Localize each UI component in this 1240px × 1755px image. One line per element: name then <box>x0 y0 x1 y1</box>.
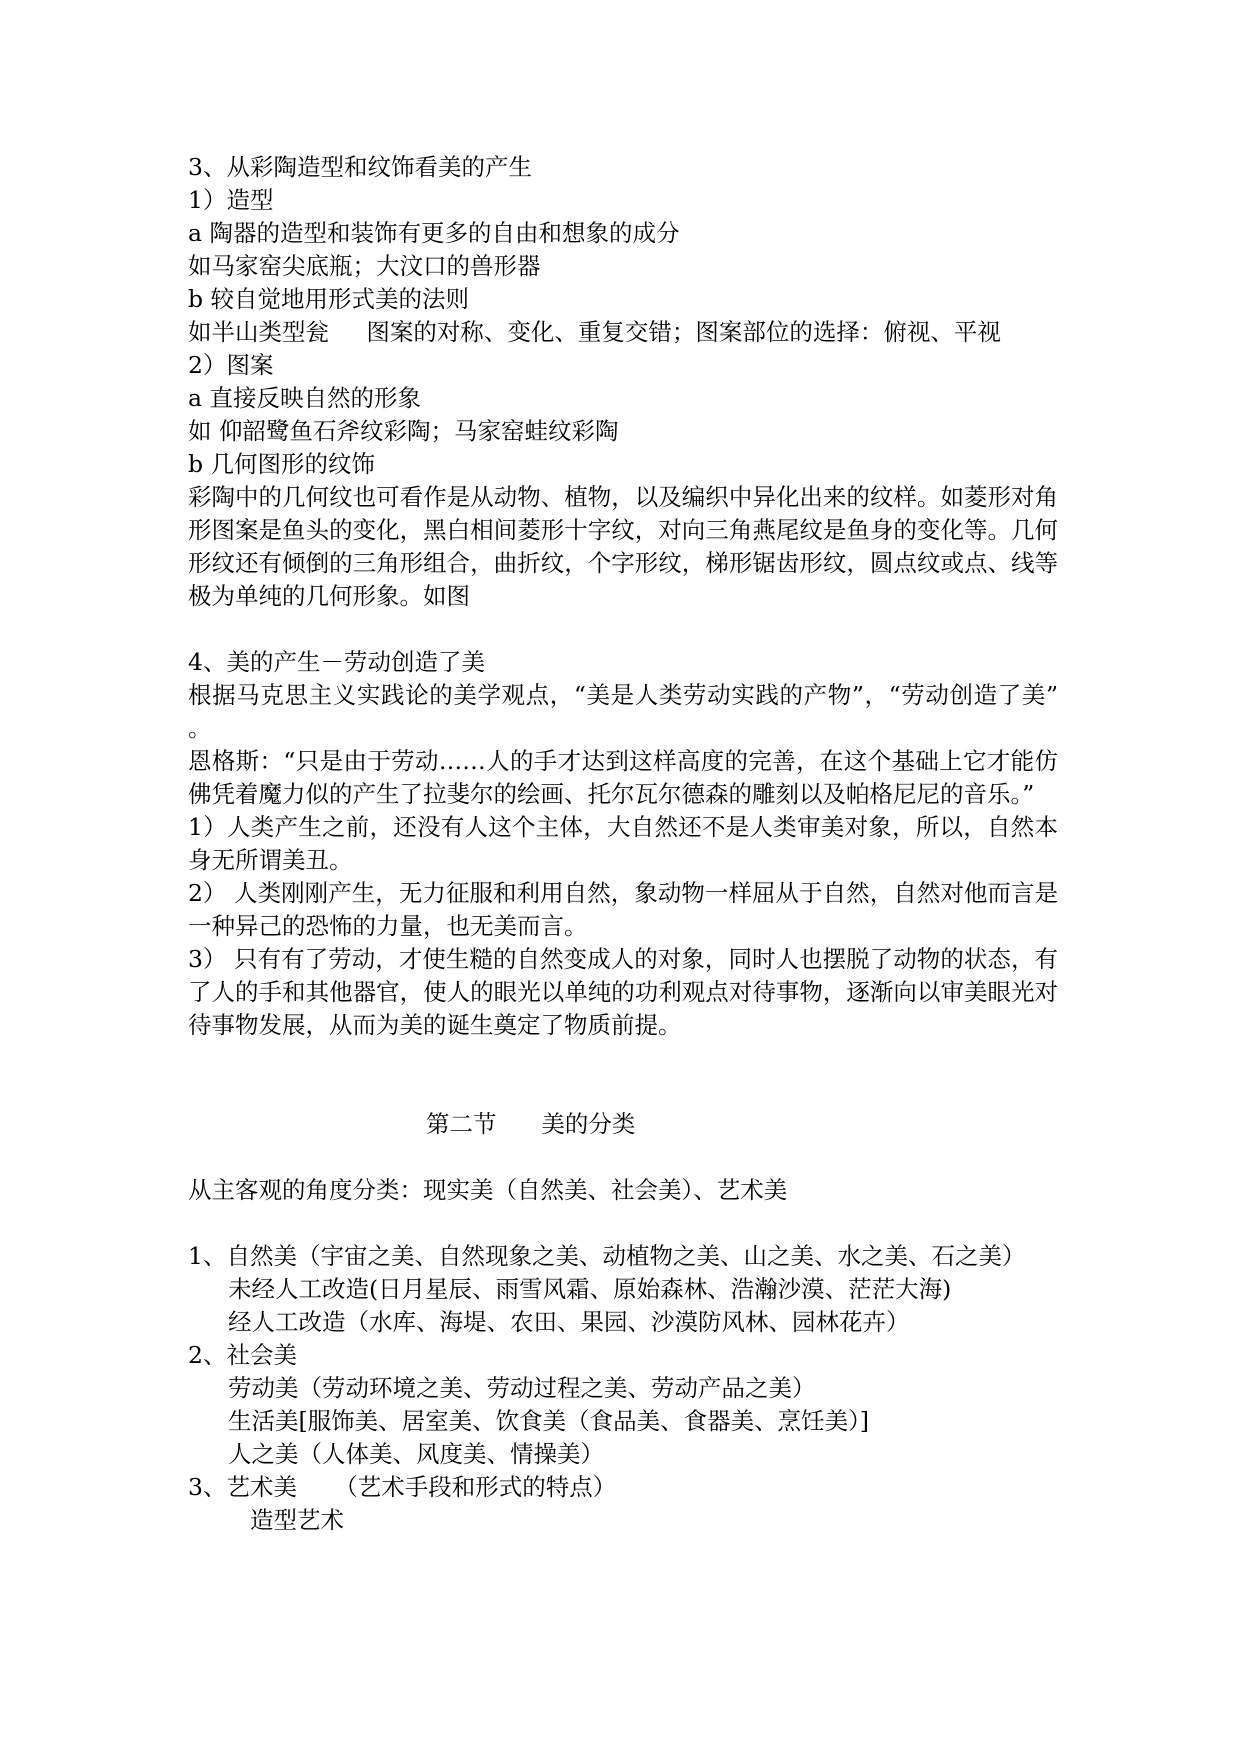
document-body <box>188 151 1058 1537</box>
indented-line: 未经人工改造(日月星辰、雨雪风霜、原始森林、浩瀚沙漠、茫茫大海) <box>228 1275 952 1303</box>
indented-line: 经人工改造（水库、海堤、农田、果园、沙漠防风林、园林花卉） <box>228 1308 910 1336</box>
paragraph: 2） 人类刚刚产生，无力征服和利用自然，象动物一样屈从于自然，自然对他而言是一种异己的恐怖的力量，也无美而言。 <box>188 879 1058 940</box>
indented-line: 生活美[服饰美、居室美、饮食美（食品美、食器美、烹饪美）] <box>228 1407 870 1435</box>
blank-line <box>188 613 1058 646</box>
text-line: 4、美的产生－劳动创造了美 <box>188 648 485 676</box>
section-title: 第二节 美的分类 <box>426 1110 636 1138</box>
section-gap <box>188 1042 1058 1108</box>
text-line: 如 仰韶鹭鱼石斧纹彩陶；马家窑蛙纹彩陶 <box>188 417 619 445</box>
paragraph: 根据马克思主义实践论的美学观点，“美是人类劳动实践的产物”，“劳动创造了美”。 <box>188 681 1058 742</box>
text-line: 2）图案 <box>188 351 274 379</box>
text-line: 如马家窑尖底瓶；大汶口的兽形器 <box>188 252 541 280</box>
indented-line: 人之美（人体美、风度美、情操美） <box>228 1440 604 1468</box>
paragraph: 恩格斯：“只是由于劳动……人的手才达到这样高度的完善，在这个基础上它才能仿佛凭着魔力似的产生了拉斐尔的绘画、托尔瓦尔德森的雕刻以及帕格尼尼的音乐。” <box>188 747 1058 808</box>
text-line: 1）造型 <box>188 186 274 214</box>
paragraph: 1、自然美（宇宙之美、自然现象之美、动植物之美、山之美、水之美、石之美） <box>188 1242 1026 1270</box>
indented-line: 劳动美（劳动环境之美、劳动过程之美、劳动产品之美） <box>228 1374 816 1402</box>
blank-line <box>188 1207 1058 1240</box>
text-line: a 直接反映自然的形象 <box>188 384 421 412</box>
text-line: 3、从彩陶造型和纹饰看美的产生 <box>188 153 532 181</box>
text-line: 如半山类型瓮 图案的对称、变化、重复交错；图案部位的选择：俯视、平视 <box>188 318 1001 346</box>
text-line: 3、艺术美 （艺术手段和形式的特点） <box>188 1473 617 1501</box>
paragraph: 彩陶中的几何纹也可看作是从动物、植物，以及编织中异化出来的纹样。如菱形对角形图案是鱼头的变化，黑白相间菱形十字纹，对向三角燕尾纹是鱼身的变化等。几何形纹还有倾倒的三角形组合，曲折纹，个字形纹，梯形锯齿形纹，圆点纹或点、线等极为单纯的几何形象。如图 <box>188 483 1058 610</box>
paragraph: 1）人类产生之前，还没有人这个主体，大自然还不是人类审美对象，所以，自然本身无所谓美丑。 <box>188 813 1058 874</box>
paragraph: 3） 只有有了劳动，才使生糙的自然变成人的对象，同时人也摆脱了动物的状态，有了人的手和其他器官，使人的眼光以单纯的功利观点对待事物，逐渐向以审美眼光对待事物发展，从而为美的诞生奠定了物质前提。 <box>188 945 1058 1039</box>
text-line: b 较自觉地用形式美的法则 <box>188 285 470 313</box>
indented-line: 造型艺术 <box>250 1506 344 1534</box>
text-line: b 几何图形的纹饰 <box>188 450 376 478</box>
text-line: a 陶器的造型和装饰有更多的自由和想象的成分 <box>188 219 680 247</box>
text-line: 从主客观的角度分类：现实美（自然美、社会美）、艺术美 <box>188 1176 788 1204</box>
blank-line <box>188 1141 1058 1174</box>
text-line: 2、社会美 <box>188 1341 297 1369</box>
